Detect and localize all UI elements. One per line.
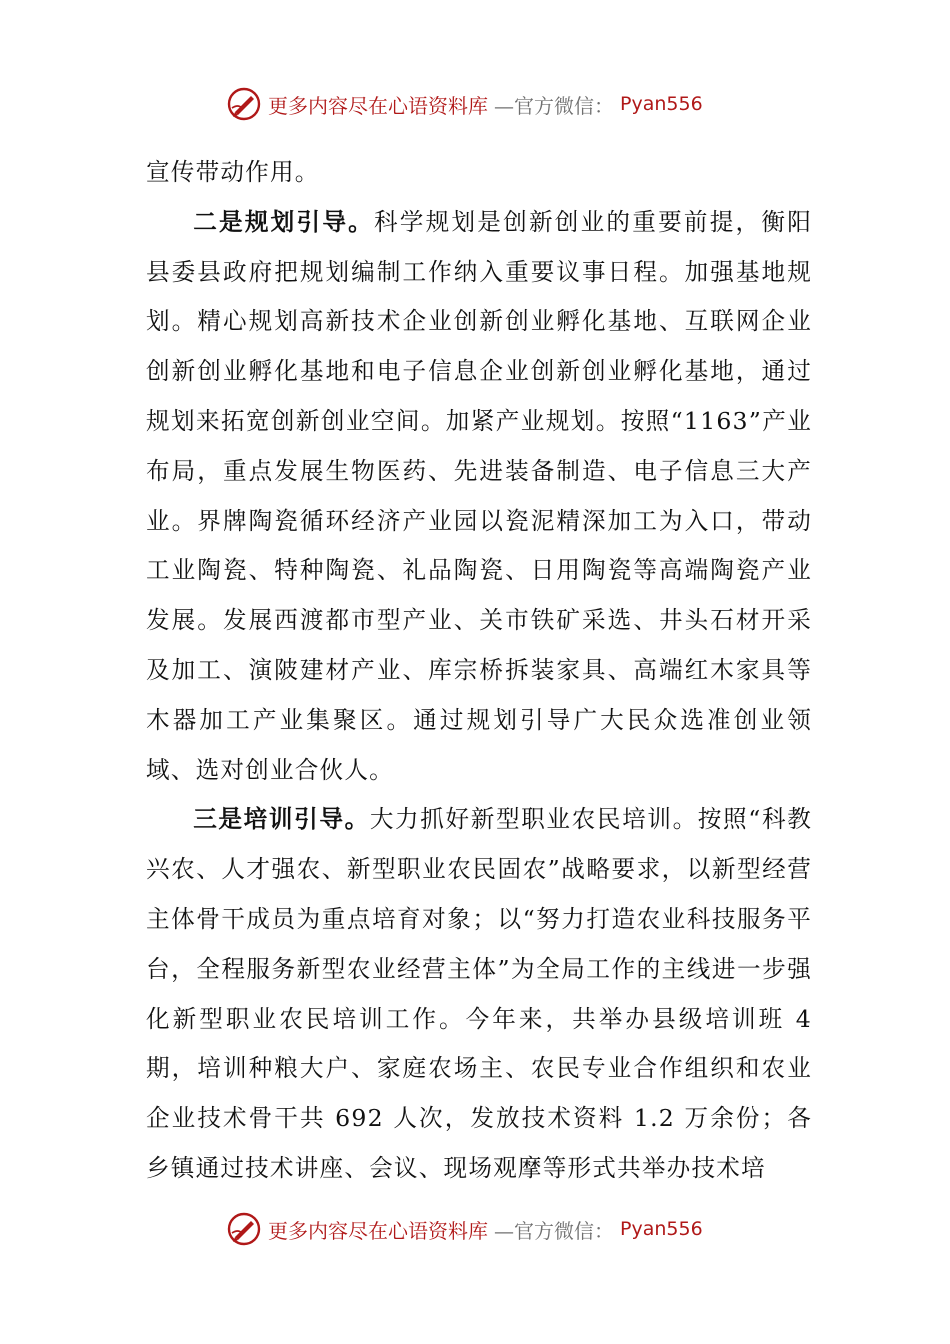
footer-watermark: [226, 1207, 703, 1251]
footer-wechat-id: Pyan556: [620, 1218, 703, 1240]
heading-planning: 二是规划引导。: [193, 207, 374, 236]
footer-brand-suffix: —官方微信：: [494, 1218, 614, 1243]
pen-logo-icon: [226, 86, 262, 122]
document-body: [146, 148, 812, 1194]
paragraph-continuation: 宣传带动作用。: [146, 158, 320, 186]
paragraph-training: [146, 795, 812, 1193]
text-training: 大力抓好新型职业农民培训。按照“科教兴农、人才强农、新型职业农民固农”战略要求，以新型经营主体骨干成员为重点培育对象；以“努力打造农业科技服务平台，全程服务新型农业经营主体”为全局工作的主线进一步强化新型职业农民培训工作。今年来，共举办县级培训班 4 期，培训种粮大户、家庭农场主、农民专业合作组织和农业企业技术骨干共 692 人次，发放技术资料 1.2 万余份；各乡镇通过技术讲座、会议、现场观摩等形式共举办技术培: [146, 805, 812, 1182]
text-planning: 科学规划是创新创业的重要前提，衡阳县委县政府把规划编制工作纳入重要议事日程。加强基地规划。精心规划高新技术企业创新创业孵化基地、互联网企业创新创业孵化基地和电子信息企业创新创业孵化基地，通过规划来拓宽创新创业空间。加紧产业规划。按照“1163”产业布局，重点发展生物医药、先进装备制造、电子信息三大产业。界牌陶瓷循环经济产业园以瓷泥精深加工为入口，带动工业陶瓷、特种陶瓷、礼品陶瓷、日用陶瓷等高端陶瓷产业发展。发展西渡都市型产业、关市铁矿采选、井头石材开采及加工、演陂建材产业、库宗桥拆装家具、高端红木家具等木器加工产业集聚区。通过规划引导广大民众选准创业领域、选对创业合伙人。: [146, 207, 812, 784]
header-brand-suffix: —官方微信：: [494, 93, 614, 118]
header-wechat-id: Pyan556: [620, 93, 703, 115]
header-brand: 更多内容尽在心语资料库: [268, 93, 488, 118]
heading-training: 三是培训引导。: [193, 805, 370, 834]
paragraph-planning: [146, 198, 812, 796]
pen-logo-icon: [226, 1211, 262, 1247]
header-watermark: [226, 82, 703, 126]
footer-brand: 更多内容尽在心语资料库: [268, 1218, 488, 1243]
